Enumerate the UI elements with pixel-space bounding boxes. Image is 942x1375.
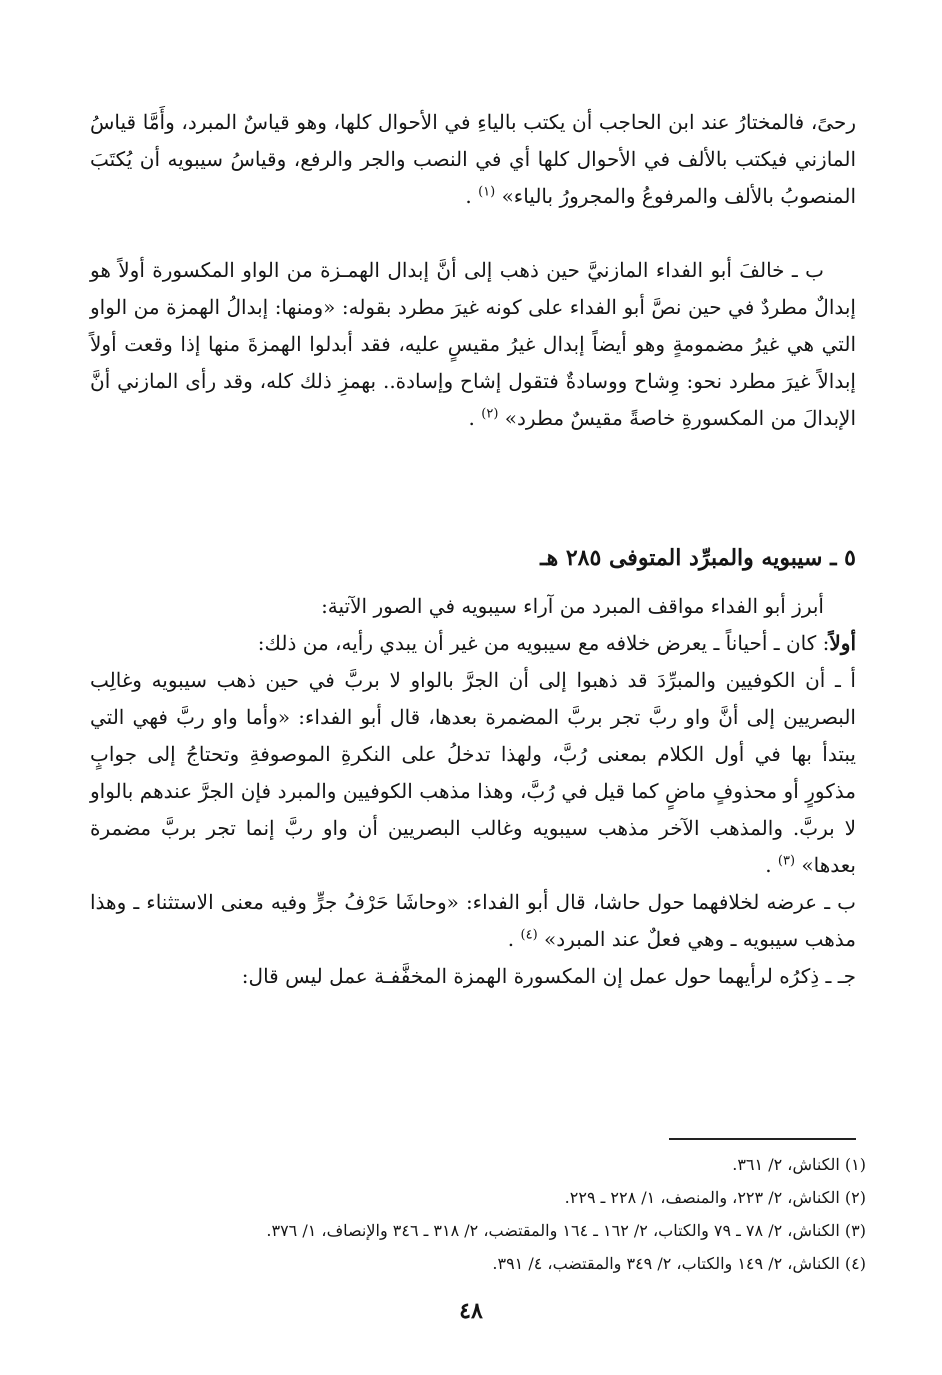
- footnote-1: (١) الكناش، ٢/ ٣٦١.: [732, 1155, 866, 1174]
- text-block-top: [90, 104, 856, 215]
- paragraph-text: رحىً، فالمختارُ عند ابن الحاجب أن يكتب بالياءِ في الأحوال كلها، وهو قياسٌ المبرد، وأَمَّا قياسُ المازني فيكتب بالألف في الأحوال كلها أي في النصب والجر والرفع، وقياسُ سيبويه أن يُكتَبَ المنصوبُ بالألف والمرفوعُ والمجرورُ بالياء»: [90, 110, 856, 208]
- page-number: ٤٨: [459, 1298, 483, 1324]
- footnote-2: (٢) الكناش، ٢/ ٢٢٣، والمنصف، ١/ ٢٢٨ ـ ٢٢٩.: [564, 1188, 866, 1207]
- paragraph-b: ب ـ عرضه لخلافهما حول حاشا، قال أبو الفداء: «وحاشَا حَرْفُ جرٍّ وفيه معنى الاستثناء ـ وهذا مذهب سيبويه ـ وهي فعلٌ عند المبرد» $^{(٤)}$ .: [90, 890, 856, 951]
- paragraph-text: أ ـ أن الكوفيين والمبرِّدَ قد ذهبوا إلى أن الجرَّ بالواو لا بربَّ في حين ذهب سيبويه وغالِب البصريين إلى أنَّ واو ربَّ تجر بربَّ المضمرة بعدها، قال أبو الفداء: «وأما واو ربَّ فهي التي يبتدأ بها في أول الكلام بمعنى رُبَّ، ولهذا تدخلُ على النكرةِ الموصوفةِ وتحتاجُ إلى جوابٍ مذكورٍ أو محذوفٍ ماضٍ كما قيل في رُبَّ، وهذا مذهب الكوفيين والمبرد فإن الجرَّ عندهم بالواو لا بربَّ. والمذهب الآخر مذهب سيبويه وغالب البصريين أن واو ربَّ إنما تجر بربَّ مضمرة بعدها»: [90, 668, 856, 877]
- paragraph-continuation: رحىً، فالمختارُ عند ابن الحاجب أن يكتب بالياءِ في الأحوال كلها، وهو قياسٌ المبرد، وأَمَّا قياسُ المازني فيكتب بالألف في الأحوال كلها أي في النصب والجر والرفع، وقياسُ سيبويه أن يُكتَبَ المنصوبُ بالألف والمرفوعُ والمجرورُ بالياء» $^{(١)}$ .: [90, 110, 856, 208]
- paragraph-first: [90, 625, 856, 662]
- footnote-ref: (٣): [777, 853, 796, 869]
- paragraph-c: جـ ـ ذِكرُه لرأيهما حول عمل إن المكسورة الهمزة المخفَّفـة عمل ليس قال:: [241, 964, 856, 988]
- paragraph-text: ب ـ خالفَ أبو الفداء المازنيَّ حين ذهب إلى أنَّ إبدال الهمـزة من الواو المكسورة أولاً هو إبدالٌ مطردٌ في حين نصَّ أبو الفداء على كونه غيرَ مطرد بقوله: «ومنها: إبدالُ الهمزة من الواو التي هي غيرُ مضمومةٍ وهو أيضاً إبدال غيرُ مقيسٍ عليه، فقد أبدلوا الهمزةَ منها إذا وقعت أولاً إبدالاً غيرَ مطرد نحو: وِشاح ووسادةٌ فتقول إشاح وإسادة.. بهمزِ ذلك كله، وقد رأى المازني أنَّ الإبدالَ من المكسورةِ خاصةً مقيسٌ مطرد»: [90, 258, 856, 430]
- footnote-4: (٤) الكناش، ٢/ ١٤٩ والكتاب، ٢/ ٣٤٩ والمقتضب، ٤/ ٣٩١.: [492, 1254, 866, 1273]
- footnotes: [76, 1148, 866, 1280]
- paragraph-text: ب ـ عرضه لخلافهما حول حاشا، قال أبو الفداء: «وحاشَا حَرْفُ جرٍّ وفيه معنى الاستثناء ـ وهذا مذهب سيبويه ـ وهي فعلٌ عند المبرد»: [90, 890, 856, 951]
- text-block-b: [90, 252, 856, 437]
- first-lead: أولاً: [829, 631, 856, 655]
- section-heading: ٥ ـ سيبويه والمبرِّد المتوفى ٢٨٥ هـ: [540, 545, 856, 571]
- text-block-section: [90, 588, 856, 995]
- first-rest: : كان ـ أحياناً ـ يعرض خلافه مع سيبويه من غير أن يبدي رأيه، من ذلك:: [257, 631, 830, 655]
- footnote-ref: (١): [478, 184, 496, 200]
- footnote-ref: (٤): [520, 927, 538, 943]
- paragraph-a: أ ـ أن الكوفيين والمبرِّدَ قد ذهبوا إلى أن الجرَّ بالواو لا بربَّ في حين ذهب سيبويه وغالِب البصريين إلى أنَّ واو ربَّ تجر بربَّ المضمرة بعدها، قال أبو الفداء: «وأما واو ربَّ فهي التي يبتدأ بها في أول الكلام بمعنى رُبَّ، ولهذا تدخلُ على النكرةِ الموصوفةِ وتحتاجُ إلى جوابٍ مذكورٍ أو محذوفٍ ماضٍ كما قيل في رُبَّ، وهذا مذهب الكوفيين والمبرد فإن الجرَّ عندهم بالواو لا بربَّ. والمذهب الآخر مذهب سيبويه وغالب البصريين أن واو ربَّ إنما تجر بربَّ مضمرة بعدها» $^{(٣)}$ .: [90, 668, 856, 877]
- footnote-ref: (٢): [481, 406, 499, 422]
- paragraph-intro: أبرز أبو الفداء مواقف المبرد من آراء سيبويه في الصور الآتية:: [321, 594, 824, 618]
- footnote-3: (٣) الكناش، ٢/ ٧٨ ـ ٧٩ والكتاب، ٢/ ١٦٢ ـ ١٦٤ والمقتضب، ٢/ ٣١٨ ـ ٣٤٦ والإنصاف، ١/ ٣٧٦.: [266, 1221, 866, 1240]
- paragraph-b-mazini: ب ـ خالفَ أبو الفداء المازنيَّ حين ذهب إلى أنَّ إبدال الهمـزة من الواو المكسورة أولاً هو إبدالٌ مطردٌ في حين نصَّ أبو الفداء على كونه غيرَ مطرد بقوله: «ومنها: إبدالُ الهمزة من الواو التي هي غيرُ مضمومةٍ وهو أيضاً إبدال غيرُ مقيسٍ عليه، فقد أبدلوا الهمزةَ منها إذا وقعت أولاً إبدالاً غيرَ مطرد نحو: وِشاح ووسادةٌ فتقول إشاح وإسادة.. بهمزِ ذلك كله، وقد رأى المازني أنَّ الإبدالَ من المكسورةِ خاصةً مقيسٌ مطرد» $^{(٢)}$ .: [90, 258, 856, 430]
- footnote-divider: [669, 1138, 856, 1140]
